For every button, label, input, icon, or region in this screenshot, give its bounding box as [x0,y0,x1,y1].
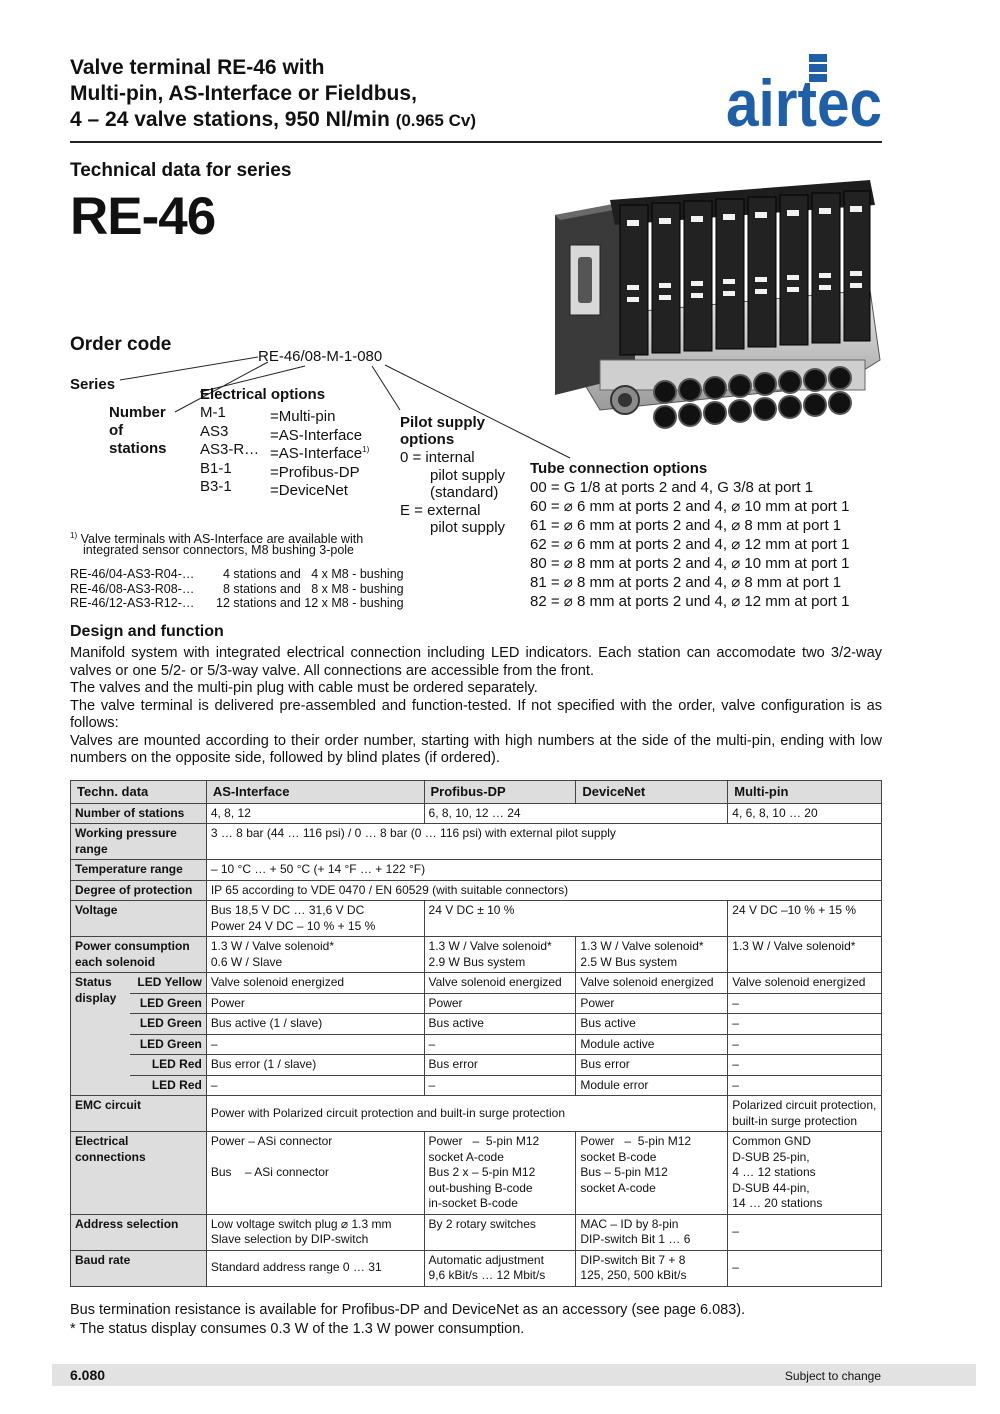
cell-line: 14 … 20 stations [732,1196,823,1210]
footnote-mark: 1) [70,531,78,540]
table-cell [576,1214,728,1250]
tech-data-table [70,780,882,1287]
variant-code: RE-46/04-AS3-R04-… [70,567,195,581]
table-cell: IP 65 according to VDE 0470 / EN 60529 (with suitable connectors) [206,880,881,901]
table-cell [424,1250,576,1286]
footnote-line-2: integrated sensor connectors, M8 bushing 3-pole [83,543,354,557]
table-cell: 24 V DC ± 10 % [424,901,728,937]
cell-line: Low voltage switch plug ⌀ 1.3 mm [210,1216,392,1231]
cell-line: Slave selection by DIP-switch [210,1232,369,1246]
row-label: EMC circuit [71,1096,207,1132]
cell-line: Polarized circuit protection, [732,1098,877,1112]
table-cell: Bus active [576,1014,728,1035]
cell-line: Bus 2 x – 5-pin M12 [428,1165,536,1179]
table-cell: 24 V DC –10 % + 15 % [728,901,882,937]
table-row [71,937,882,973]
status-display-label [71,973,131,1096]
table-cell: Valve solenoid energized [424,973,576,994]
table-row [71,1014,882,1035]
electrical-option-code: AS3 [200,422,229,440]
tube-option: 80 = ⌀ 8 mm at ports 2 and 4, ⌀ 10 mm at port 1 [530,555,850,572]
table-cell: Valve solenoid energized [728,973,882,994]
electrical-option-code: B3-1 [200,478,232,495]
design-title: Design and function [70,623,224,640]
status-led-label: LED Green [130,1034,206,1055]
electrical-option-desc: AS-Interface [278,426,363,444]
table-cell: Power with Polarized circuit protection and built-in surge protection [206,1096,727,1132]
table-row [71,803,882,824]
cell-line: Power – ASi connector [210,1134,333,1148]
electrical-option-desc: Multi-pin [278,408,336,425]
equals-sign: = [270,445,279,462]
cell-line: 125, 250, 500 kBit/s [580,1268,687,1282]
table-cell: Bus error [576,1055,728,1076]
valve-terminal-image [540,185,885,445]
tube-option: 61 = ⌀ 6 mm at ports 2 and 4, ⌀ 8 mm at port 1 [530,517,842,534]
electrical-option-desc: Profibus-DP [278,463,360,481]
design-paragraph: Manifold system with integrated electrical connection including LED indicators. Each station can accomodate two 3/2-way valves or one 5/2- or 5/3-way valve. All connections are accessible from the front. [70,645,882,679]
table-cell: Bus error [424,1055,576,1076]
table-cell: Bus active (1 / slave) [206,1014,424,1035]
tube-options-title: Tube connection options [530,460,708,477]
cell-line: Power – 5-pin M12 [428,1134,540,1148]
table-cell: Power [424,993,576,1014]
cell-line: out-bushing B-code [428,1180,533,1195]
footnote-ref: 1) [362,445,370,454]
status-led-label: LED Yellow [130,973,206,994]
table-row [71,1096,882,1132]
design-paragraph: The valve terminal is delivered pre-assembled and function-tested. If not specified with the order, valve configuration is as follows: [70,697,882,731]
row-label: Electrical connections [71,1132,207,1215]
design-paragraph: Valves are mounted according to their order number, starting with high numbers at the side of the multi-pin, ending with low numbers on the opposite side, followed by blind plates (if ordered). [70,732,882,766]
cell-line: each solenoid [75,954,156,969]
airtec-logo [725,52,883,140]
table-cell: Bus error (1 / slave) [206,1055,424,1076]
variant-row [70,582,404,597]
subject-to-change: Subject to change [784,1369,881,1383]
header-devicenet: DeviceNet [576,781,728,804]
table-header-row [71,781,882,804]
cell-line [211,1150,420,1166]
variant-code: RE-46/08-AS3-R08-… [70,581,195,596]
pilot-title-1: Pilot supply [400,414,486,431]
status-led-label: LED Red [130,1055,206,1076]
table-cell: – [424,1075,576,1096]
title-line-1: Valve terminal RE-46 with [70,56,325,79]
header-techn-data: Techn. data [71,781,207,804]
variant-desc: 4 stations and 4 x M8 - bushing [216,567,404,581]
equals-sign: = [270,426,279,444]
table-cell [206,1214,424,1250]
variant-desc: 8 stations and 8 x M8 - bushing [216,581,404,596]
equals-sign: = [270,408,279,425]
row-label: Temperature range [71,860,207,881]
table-cell: – [206,1034,424,1055]
cell-line: in-socket B-code [428,1196,518,1210]
table-cell: – [728,1075,882,1096]
header-rule [70,141,882,143]
cell-line: socket A-code [580,1180,656,1195]
table-cell: – [728,1034,882,1055]
pilot-internal-3: (standard) [430,484,499,501]
equals-sign: = [270,463,279,481]
table-cell: – 10 °C … + 50 °C (+ 14 °F … + 122 °F) [206,860,881,881]
table-row [71,824,882,860]
table-cell: – [206,1075,424,1096]
variant-code: RE-46/12-AS3-R12-… [70,596,195,610]
cell-line: 4 … 12 stations [732,1165,816,1179]
cell-line: DIP-switch Bit 1 … 6 [580,1232,691,1246]
table-cell: Valve solenoid energized [206,973,424,994]
stations-label: stations [109,440,167,457]
table-row [71,1034,882,1055]
row-label: Address selection [71,1214,207,1250]
cell-line: 0.6 W / Slave [210,954,283,969]
table-cell [424,937,576,973]
table-cell [576,1132,728,1215]
cell-line: Bus – ASi connector [210,1165,329,1179]
cell-line: Bus 18,5 V DC … 31,6 V DC [210,903,365,917]
cell-line: 1.3 W / Valve solenoid* [580,939,704,953]
status-led-label: LED Green [130,1014,206,1035]
table-cell: – [728,1214,882,1250]
electrical-option-code: M-1 [200,404,226,421]
row-label [71,937,207,973]
table-cell: 6, 8, 10, 12 … 24 [424,803,728,824]
cell-line: Power 24 V DC – 10 % + 15 % [210,918,376,933]
table-cell: – [728,993,882,1014]
tech-heading: Technical data for series [70,160,292,181]
table-cell: – [728,1250,882,1286]
table-row [71,1250,882,1286]
row-label: Baud rate [71,1250,207,1286]
cell-line: Power – 5-pin M12 [580,1134,692,1148]
row-label: Number of stations [71,803,207,824]
status-led-label: LED Red [130,1075,206,1096]
table-cell: 4, 8, 12 [206,803,424,824]
design-paragraph: The valves and the multi-pin plug with cable must be ordered separately. [70,680,538,696]
cell-line: socket A-code [428,1149,504,1164]
row-label: Voltage [71,901,207,937]
cell-line: D-SUB 44-pin, [732,1180,810,1195]
cell-line: 9,6 kBit/s … 12 Mbit/s [428,1268,546,1282]
cell-line: socket B-code [580,1149,657,1164]
table-row [71,880,882,901]
tube-options [530,459,849,611]
page-number: 6.080 [70,1367,106,1383]
equals-sign: = [270,482,279,499]
cell-line: Automatic adjustment [428,1252,544,1267]
number-label: Number [109,404,166,421]
table-cell: – [728,1055,882,1076]
of-label: of [109,422,124,439]
table-cell [728,1132,882,1215]
title-line-3-main: 4 – 24 valve stations, 950 Nl/min [70,108,390,131]
table-cell [576,1250,728,1286]
electrical-option-desc: AS-Interface [278,445,363,462]
cell-line: Status [75,975,112,989]
table-cell: – [424,1034,576,1055]
title-line-3 [70,107,476,134]
cell-line: 1.3 W / Valve solenoid* [428,939,552,953]
tube-option: 82 = ⌀ 8 mm at ports 2 und 4, ⌀ 12 mm at port 1 [530,593,850,610]
variant-row [70,596,404,611]
cell-line: MAC – ID by 8-pin [580,1216,679,1231]
header-multipin: Multi-pin [728,781,882,804]
title-line-2: Multi-pin, AS-Interface or Fieldbus, [70,82,417,105]
cell-line: Common GND [732,1134,811,1148]
electrical-option-code: AS3-R… [200,441,260,458]
tube-option: 00 = G 1/8 at ports 2 and 4, G 3/8 at port 1 [530,479,814,496]
table-cell [206,1132,424,1215]
cell-line: built-in surge protection [732,1113,857,1128]
table-cell [576,937,728,973]
cell-line: D-SUB 25-pin, [732,1149,810,1164]
table-row [71,901,882,937]
status-display-note: * The status display consumes 0.3 W of the 1.3 W power consumption. [70,1321,525,1337]
design-text [70,645,882,768]
pilot-internal-2: pilot supply [430,467,506,484]
cell-line: DIP-switch Bit 7 + 8 [580,1252,686,1267]
variant-desc: 12 stations and 12 x M8 - bushing [216,596,404,610]
footnote-text-1: Valve terminals with AS-Interface are available with [80,532,364,547]
order-code-example: RE-46/08-M-1-080 [258,348,383,365]
cell-line: Bus – 5-pin M12 [580,1165,668,1179]
electrical-option-value [270,477,348,500]
table-row [71,1214,882,1250]
table-cell: Power [206,993,424,1014]
table-cell [424,1132,576,1215]
table-cell: By 2 rotary switches [424,1214,576,1250]
table-cell: 3 … 8 bar (44 … 116 psi) / 0 … 8 bar (0 … 116 psi) with external pilot supply [206,824,881,860]
table-row [71,993,882,1014]
table-cell: Standard address range 0 … 31 [206,1250,424,1286]
as-variant-list [70,567,404,611]
table-cell: Module active [576,1034,728,1055]
title-cv: (0.965 Cv) [395,111,477,130]
tube-option: 60 = ⌀ 6 mm at ports 2 and 4, ⌀ 10 mm at port 1 [530,498,850,515]
table-cell: Module error [576,1075,728,1096]
table-cell: Power [576,993,728,1014]
pilot-internal: 0 = internal [400,449,475,466]
table-row [71,973,882,994]
bus-termination-note: Bus termination resistance is available for Profibus-DP and DeviceNet as an accessory (see page 6.083). [70,1302,746,1318]
svg-text:airtec: airtec [726,66,882,140]
cell-line: 2.5 W Bus system [580,954,678,969]
pilot-title-2: options [400,431,455,448]
table-row [71,860,882,881]
pilot-external-2: pilot supply [430,519,506,536]
table-cell: 4, 6, 8, 10 … 20 [728,803,882,824]
table-row [71,1075,882,1096]
cell-line: Power consumption [75,939,190,953]
row-label: Degree of protection [71,880,207,901]
table-cell [206,901,424,937]
pilot-external: E = external [400,502,481,519]
header-profibus: Profibus-DP [424,781,576,804]
table-cell: – [728,1014,882,1035]
cell-line: 1.3 W / Valve solenoid* [210,939,335,953]
table-cell: Bus active [424,1014,576,1035]
cell-line: display [75,990,117,1005]
table-cell [206,937,424,973]
tube-option: 81 = ⌀ 8 mm at ports 2 and 4, ⌀ 8 mm at port 1 [530,574,842,591]
table-cell: Valve solenoid energized [576,973,728,994]
tube-option: 62 = ⌀ 6 mm at ports 2 and 4, ⌀ 12 mm at port 1 [530,536,850,553]
table-cell [728,1096,882,1132]
row-label: Working pressure range [71,824,207,860]
electrical-option-code: B1-1 [200,459,232,477]
table-row [71,1055,882,1076]
order-code-title: Order code [70,334,172,355]
status-led-label: LED Green [130,993,206,1014]
table-cell: 1.3 W / Valve solenoid* [728,937,882,973]
series-title: RE-46 [70,187,216,246]
electrical-options-title: Electrical options [200,386,326,403]
electrical-option-desc: DeviceNet [278,482,348,499]
variant-row [70,567,404,582]
cell-line: 2.9 W Bus system [428,954,526,969]
table-row [71,1132,882,1215]
header-as-interface: AS-Interface [206,781,424,804]
series-label: Series [70,376,116,393]
